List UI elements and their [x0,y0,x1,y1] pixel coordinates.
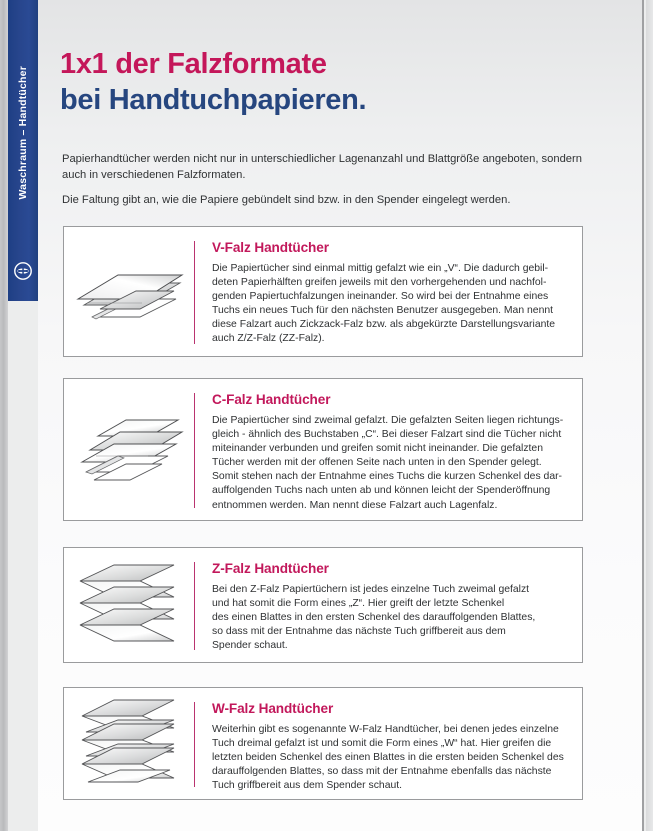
intro-paragraph-1-line-1: Papierhandtücher werden nicht nur in unterschiedlicher Lagenanzahl und Blattgröße [62,153,480,165]
v-fold-illustration [64,227,194,356]
section-body-line: Tuch griffbereit aus dem Spender schaut. [212,780,403,792]
section-body-line: des einen Blattes in den ersten Schenkel des darauffolgenden Blattes, [212,612,536,624]
section-body [212,262,568,347]
z-fold-illustration [64,548,194,662]
sidebar-tab-label-wrapper [8,18,38,248]
section-body-line: so dass mit der Entnahme das nächste Tuch griffbereit aus dem [212,626,506,638]
section-body-line: Weiterhin gibt es sogenannte W-Falz Handtücher, bei denen jedes einzelne [212,724,559,735]
intro-paragraph-1 [62,152,582,183]
page-title-line-2: bei Handtuchpapieren. [60,84,367,116]
section-card-c-falz [63,378,583,521]
section-card-w-falz [63,687,583,800]
page-title [60,47,580,117]
section-body-line: Die Papiertücher sind einmal mittig gefalzt wie ein „V“. Die dadurch gebil- [212,263,549,274]
intro-text [62,152,582,209]
section-body-line: Tücher werden mit der offenen Seite nach unten in den Spender gelegt. [212,457,542,469]
section-body-line: entnommen werden. Man nennt diese Falzart auch Lagenfalz. [212,499,498,511]
section-body-line: gleich - ähnlich des Buchstaben „C“. Bei dieser Falzart sind die Tücher nicht [212,429,562,441]
section-card-z-falz [63,547,583,663]
page-title-line-1: 1x1 der Falzformate [60,48,327,80]
section-body-line: auffolgenden Tuchs nach unten ab und können leicht der Spenderöffnung [212,485,551,497]
section-body-line: letzten beiden Schenkel des einen Blattes in die ersten beiden Schenkel des [212,752,564,764]
sidebar-tab-waschraum[interactable] [8,0,38,301]
section-body-line: darauffolgenden Blattes, so dass mit der Entnahme ebenfalls das nächste [212,766,552,778]
intro-paragraph-1-line-2: angeboten, sondern auch in verschiedenen Falzformaten. [62,153,582,181]
section-body-line: Bei den Z-Falz Papiertüchern ist jedes einzelne Tuch zweimal gefalzt [212,584,530,595]
section-body-line: Spender schaut. [212,640,288,652]
section-card-v-falz [63,226,583,357]
section-body-line: genden Papiertuchfalzungen ineinander. So wird bei der Entnahme eines [212,291,549,303]
sidebar-tab-label: Waschraum – Handtücher [17,66,29,200]
section-body-line: Tuch dreimal gefalzt ist und somit die Form eines „W“ hat. Hier greifen die [212,738,552,750]
section-body [212,414,568,513]
section-body-line: Die Papiertücher sind zweimal gefalzt. Die gefalzten Seiten liegen richtungs- [212,415,564,426]
section-body-line: deten Papierhälften greifen jeweils mit den vorhergehenden und nachfol- [212,277,547,289]
section-body-line: und hat somit die Form eines „Z“. Hier greift der letzte Schenkel [212,598,505,610]
c-fold-illustration [64,379,194,520]
section-body-line: Tuchs ein neues Tuch für den nächsten Benutzer ausgegeben. Man nennt [212,305,554,317]
section-title: Z-Falz Handtücher [212,561,329,576]
section-title: W-Falz Handtücher [212,701,334,716]
section-title: C-Falz Handtücher [212,392,331,407]
w-fold-illustration [64,688,194,799]
section-body-line: diese Falzart auch Zickzack-Falz bzw. als abgekürzte Darstellungsvariante [212,319,556,331]
section-title: V-Falz Handtücher [212,240,329,255]
page-right-gutter [646,0,653,831]
section-body-line: miteinander verbunden und greifen somit nicht ineinander. Die gefalzten [212,443,543,455]
section-body-line: auch Z/Z-Falz (ZZ-Falz). [212,333,325,345]
washroom-icon [14,262,32,280]
intro-paragraph-2: Die Faltung gibt an, wie die Papiere gebündelt sind bzw. in den Spender eingelegt werden. [62,194,511,206]
page-left-gutter [0,0,8,831]
section-body-line: Somit stehen nach der Entnahme eines Tuchs die kurzen Schenkel des dar- [212,471,563,483]
section-body [212,583,568,653]
section-body [212,723,568,793]
